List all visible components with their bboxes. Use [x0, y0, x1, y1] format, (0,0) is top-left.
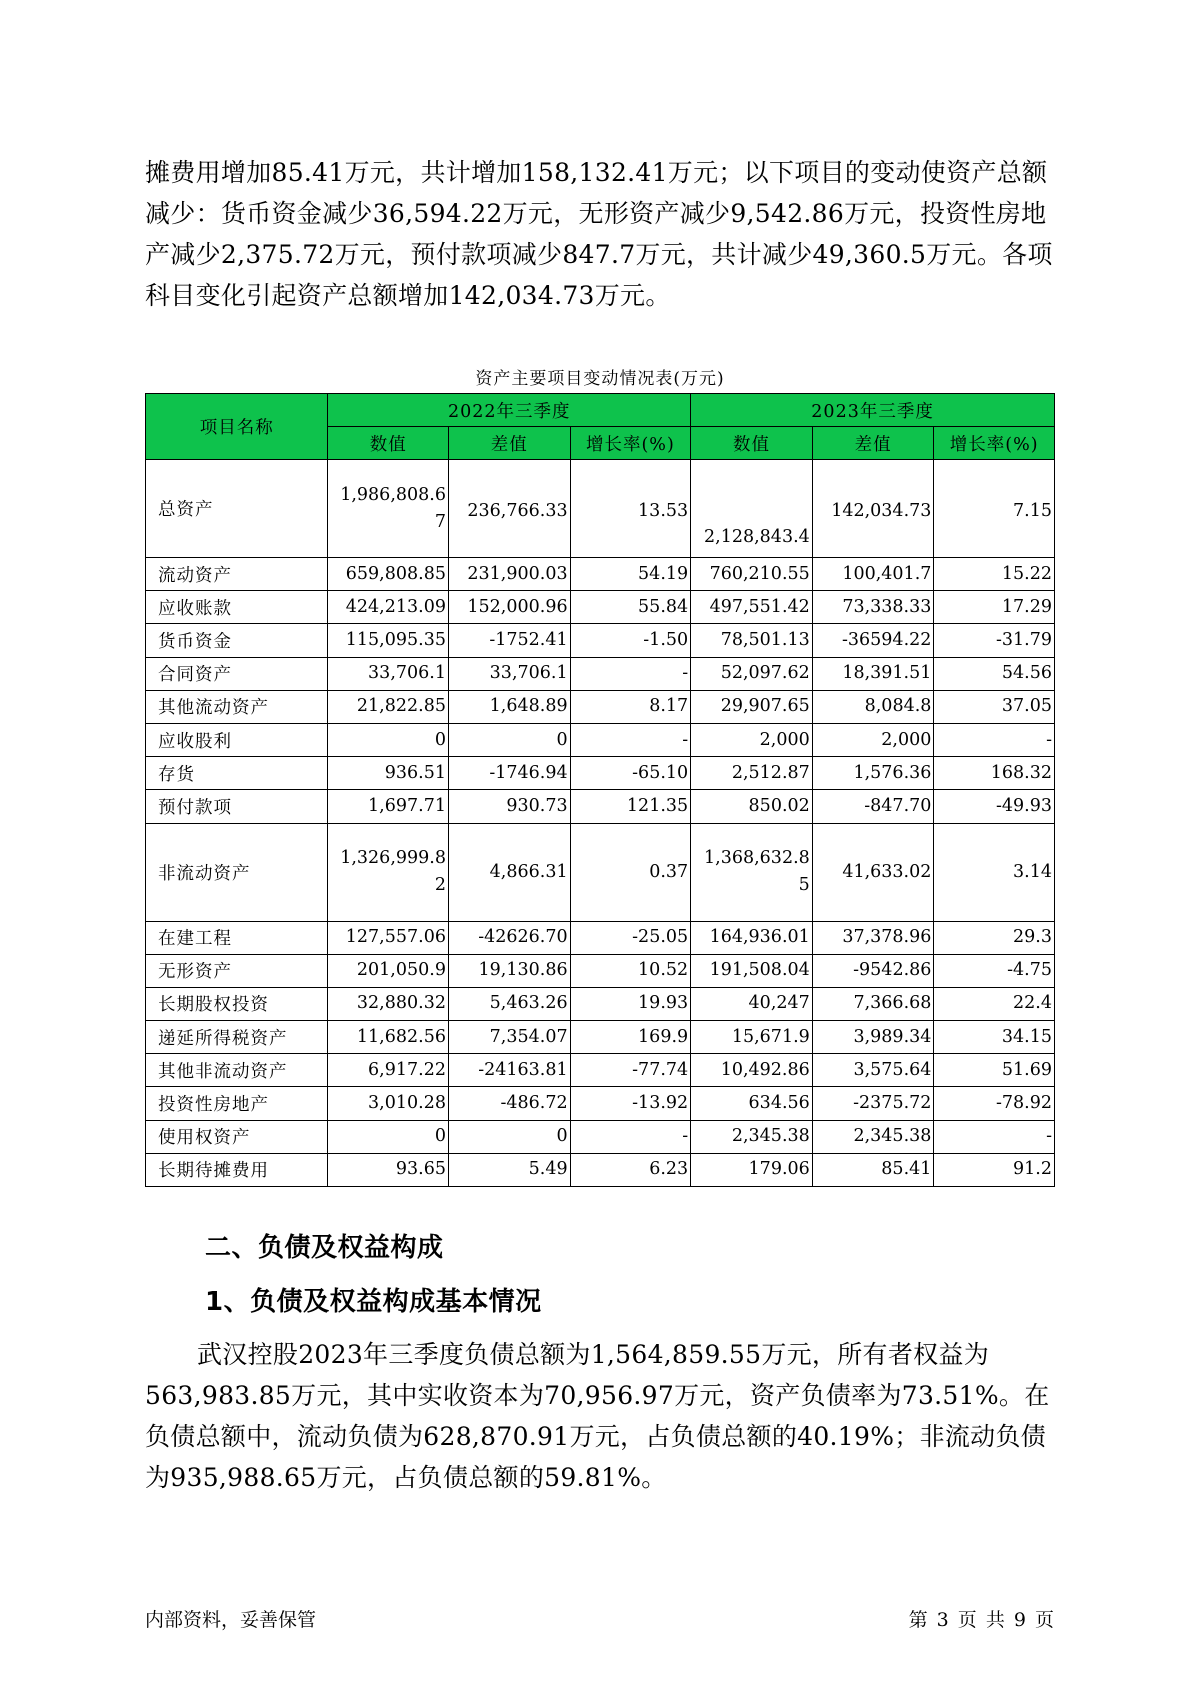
table-row — [146, 1021, 1055, 1054]
table-row — [146, 657, 1055, 690]
row-item-name: 长期股权投资 — [146, 987, 328, 1020]
cell-d1: -42626.70 — [448, 921, 570, 954]
cell-v1: 201,050.9 — [328, 954, 449, 987]
cell-r2: -78.92 — [934, 1087, 1055, 1120]
cell-r1: 54.19 — [570, 558, 691, 591]
table-caption: 资产主要项目变动情况表(万元) — [475, 369, 725, 389]
cell-v1: 6,917.22 — [328, 1054, 449, 1087]
cell-d2: -2375.72 — [812, 1087, 934, 1120]
row-item-name: 存货 — [146, 757, 328, 790]
cell-d1: 231,900.03 — [448, 558, 570, 591]
table-row — [146, 1153, 1055, 1186]
cell-d2: 37,378.96 — [812, 921, 934, 954]
cell-r2: 54.56 — [934, 657, 1055, 690]
header-group-2023: 2023年三季度 — [691, 394, 1055, 427]
table-row — [146, 987, 1055, 1020]
row-item-name: 投资性房地产 — [146, 1087, 328, 1120]
cell-v2: 15,671.9 — [691, 1021, 813, 1054]
cell-v2: 179.06 — [691, 1153, 813, 1186]
cell-v1: 659,808.85 — [328, 558, 449, 591]
subsection-heading: 1、负债及权益构成基本情况 — [205, 1287, 542, 1317]
row-item-name: 长期待摊费用 — [146, 1153, 328, 1186]
table-row — [146, 1054, 1055, 1087]
row-item-name: 应收股利 — [146, 723, 328, 756]
cell-v1: 11,682.56 — [328, 1021, 449, 1054]
cell-d1: 930.73 — [448, 790, 570, 823]
row-item-name: 递延所得税资产 — [146, 1021, 328, 1054]
table-row — [146, 823, 1055, 921]
table-row — [146, 624, 1055, 657]
cell-d1: 19,130.86 — [448, 954, 570, 987]
cell-v1: 1,697.71 — [328, 790, 449, 823]
header-diff-2023: 差值 — [812, 427, 934, 460]
cell-d2: 73,338.33 — [812, 591, 934, 624]
cell-d1: 236,766.33 — [448, 460, 570, 558]
cell-r1: -25.05 — [570, 921, 691, 954]
cell-d1: -1752.41 — [448, 624, 570, 657]
cell-v1: 0 — [328, 723, 449, 756]
cell-r1: 10.52 — [570, 954, 691, 987]
cell-r1: 13.53 — [570, 460, 691, 558]
cell-r2: 15.22 — [934, 558, 1055, 591]
footer-confidential-note: 内部资料，妥善保管 — [145, 1609, 317, 1631]
table-row — [146, 690, 1055, 723]
cell-d1: -486.72 — [448, 1087, 570, 1120]
row-item-name: 预付款项 — [146, 790, 328, 823]
row-item-name: 在建工程 — [146, 921, 328, 954]
table-header — [146, 394, 1055, 460]
cell-d2: 142,034.73 — [812, 460, 934, 558]
section-heading: 二、负债及权益构成 — [205, 1233, 444, 1263]
cell-v1: 127,557.06 — [328, 921, 449, 954]
cell-r1: 6.23 — [570, 1153, 691, 1186]
cell-v2: 2,000 — [691, 723, 813, 756]
header-value-2022: 数值 — [328, 427, 449, 460]
cell-d2: 2,000 — [812, 723, 934, 756]
cell-r2: 91.2 — [934, 1153, 1055, 1186]
cell-d1: 152,000.96 — [448, 591, 570, 624]
cell-d2: -847.70 — [812, 790, 934, 823]
cell-r1: - — [570, 1120, 691, 1153]
header-value-2023: 数值 — [691, 427, 813, 460]
cell-v1: 32,880.32 — [328, 987, 449, 1020]
row-item-name: 其他非流动资产 — [146, 1054, 328, 1087]
cell-v2: 2,128,843.4 — [691, 460, 813, 558]
cell-r2: 168.32 — [934, 757, 1055, 790]
cell-d2: -36594.22 — [812, 624, 934, 657]
row-item-name: 应收账款 — [146, 591, 328, 624]
cell-r2: -4.75 — [934, 954, 1055, 987]
cell-d1: 1,648.89 — [448, 690, 570, 723]
header-rate-2023: 增长率(%) — [934, 427, 1055, 460]
cell-r2: 29.3 — [934, 921, 1055, 954]
cell-v1: 424,213.09 — [328, 591, 449, 624]
cell-v2: 52,097.62 — [691, 657, 813, 690]
cell-v1: 21,822.85 — [328, 690, 449, 723]
cell-d2: 100,401.7 — [812, 558, 934, 591]
cell-d2: 85.41 — [812, 1153, 934, 1186]
cell-r1: -13.92 — [570, 1087, 691, 1120]
cell-v2: 850.02 — [691, 790, 813, 823]
row-item-name: 其他流动资产 — [146, 690, 328, 723]
cell-r1: - — [570, 723, 691, 756]
cell-d1: 5,463.26 — [448, 987, 570, 1020]
cell-v2: 634.56 — [691, 1087, 813, 1120]
cell-d1: 0 — [448, 723, 570, 756]
cell-r2: 22.4 — [934, 987, 1055, 1020]
cell-d1: -24163.81 — [448, 1054, 570, 1087]
cell-v2: 78,501.13 — [691, 624, 813, 657]
table-body — [146, 460, 1055, 1187]
cell-d2: 8,084.8 — [812, 690, 934, 723]
body-paragraph-text: 武汉控股2023年三季度负债总额为1,564,859.55万元，所有者权益为563,983.85万元，其中实收资本为70,956.97万元，资产负债率为73.51%。在负债总额中，流动负债为628,870.91万元，占负债总额的40.19%；非流动负债为935,988.65万元，占负债总额的59.81%。 — [145, 1340, 1050, 1492]
cell-r1: -1.50 — [570, 624, 691, 657]
intro-paragraph-text: 摊费用增加85.41万元，共计增加158,132.41万元；以下项目的变动使资产总额减少：货币资金减少36,594.22万元，无形资产减少9,542.86万元，投资性房地产减少2,375.72万元，预付款项减少847.7万元，共计减少49,360.5万元。各项科目变化引起资产总额增加142,034.73万元。 — [145, 158, 1053, 310]
cell-v2: 191,508.04 — [691, 954, 813, 987]
cell-v1: 115,095.35 — [328, 624, 449, 657]
cell-v1: 1,326,999.82 — [328, 823, 449, 921]
cell-r2: 17.29 — [934, 591, 1055, 624]
cell-v2: 2,345.38 — [691, 1120, 813, 1153]
cell-v2: 1,368,632.85 — [691, 823, 813, 921]
cell-v2: 164,936.01 — [691, 921, 813, 954]
cell-d2: 41,633.02 — [812, 823, 934, 921]
table-row — [146, 558, 1055, 591]
asset-change-table — [145, 393, 1055, 1187]
cell-d2: 3,989.34 — [812, 1021, 934, 1054]
table-row — [146, 757, 1055, 790]
cell-r2: - — [934, 723, 1055, 756]
cell-d2: 18,391.51 — [812, 657, 934, 690]
cell-r1: -65.10 — [570, 757, 691, 790]
cell-v1: 1,986,808.67 — [328, 460, 449, 558]
header-diff-2022: 差值 — [448, 427, 570, 460]
body-paragraph — [145, 1334, 1055, 1498]
cell-r2: 51.69 — [934, 1054, 1055, 1087]
table-row — [146, 723, 1055, 756]
cell-d2: 3,575.64 — [812, 1054, 934, 1087]
cell-r2: -31.79 — [934, 624, 1055, 657]
cell-d2: 2,345.38 — [812, 1120, 934, 1153]
header-item-name: 项目名称 — [146, 394, 328, 460]
cell-d2: 1,576.36 — [812, 757, 934, 790]
cell-d1: 0 — [448, 1120, 570, 1153]
cell-v1: 0 — [328, 1120, 449, 1153]
cell-r1: -77.74 — [570, 1054, 691, 1087]
cell-r1: 0.37 — [570, 823, 691, 921]
cell-v2: 2,512.87 — [691, 757, 813, 790]
cell-r1: - — [570, 657, 691, 690]
table-row — [146, 1120, 1055, 1153]
row-item-name: 货币资金 — [146, 624, 328, 657]
cell-d1: 7,354.07 — [448, 1021, 570, 1054]
row-item-name: 非流动资产 — [146, 823, 328, 921]
table-row — [146, 790, 1055, 823]
cell-d1: -1746.94 — [448, 757, 570, 790]
table-row — [146, 921, 1055, 954]
cell-v1: 93.65 — [328, 1153, 449, 1186]
cell-v1: 3,010.28 — [328, 1087, 449, 1120]
cell-v2: 760,210.55 — [691, 558, 813, 591]
cell-v1: 33,706.1 — [328, 657, 449, 690]
cell-r2: 37.05 — [934, 690, 1055, 723]
cell-v2: 40,247 — [691, 987, 813, 1020]
cell-r2: 7.15 — [934, 460, 1055, 558]
cell-v2: 497,551.42 — [691, 591, 813, 624]
table-row — [146, 460, 1055, 558]
row-item-name: 合同资产 — [146, 657, 328, 690]
row-item-name: 流动资产 — [146, 558, 328, 591]
cell-v2: 29,907.65 — [691, 690, 813, 723]
table-row — [146, 954, 1055, 987]
footer-page-number: 第 3 页 共 9 页 — [908, 1609, 1054, 1631]
row-item-name: 无形资产 — [146, 954, 328, 987]
cell-r2: 3.14 — [934, 823, 1055, 921]
cell-r1: 169.9 — [570, 1021, 691, 1054]
table-row — [146, 591, 1055, 624]
cell-r2: 34.15 — [934, 1021, 1055, 1054]
header-group-2022: 2022年三季度 — [328, 394, 691, 427]
row-item-name: 使用权资产 — [146, 1120, 328, 1153]
intro-paragraph — [145, 152, 1055, 316]
cell-v1: 936.51 — [328, 757, 449, 790]
cell-r2: -49.93 — [934, 790, 1055, 823]
cell-d2: 7,366.68 — [812, 987, 934, 1020]
cell-r1: 8.17 — [570, 690, 691, 723]
cell-r1: 55.84 — [570, 591, 691, 624]
cell-v2: 10,492.86 — [691, 1054, 813, 1087]
row-item-name: 总资产 — [146, 460, 328, 558]
header-rate-2022: 增长率(%) — [570, 427, 691, 460]
cell-d1: 5.49 — [448, 1153, 570, 1186]
cell-r1: 19.93 — [570, 987, 691, 1020]
cell-d1: 33,706.1 — [448, 657, 570, 690]
table-row — [146, 1087, 1055, 1120]
cell-d2: -9542.86 — [812, 954, 934, 987]
cell-r1: 121.35 — [570, 790, 691, 823]
cell-r2: - — [934, 1120, 1055, 1153]
cell-d1: 4,866.31 — [448, 823, 570, 921]
